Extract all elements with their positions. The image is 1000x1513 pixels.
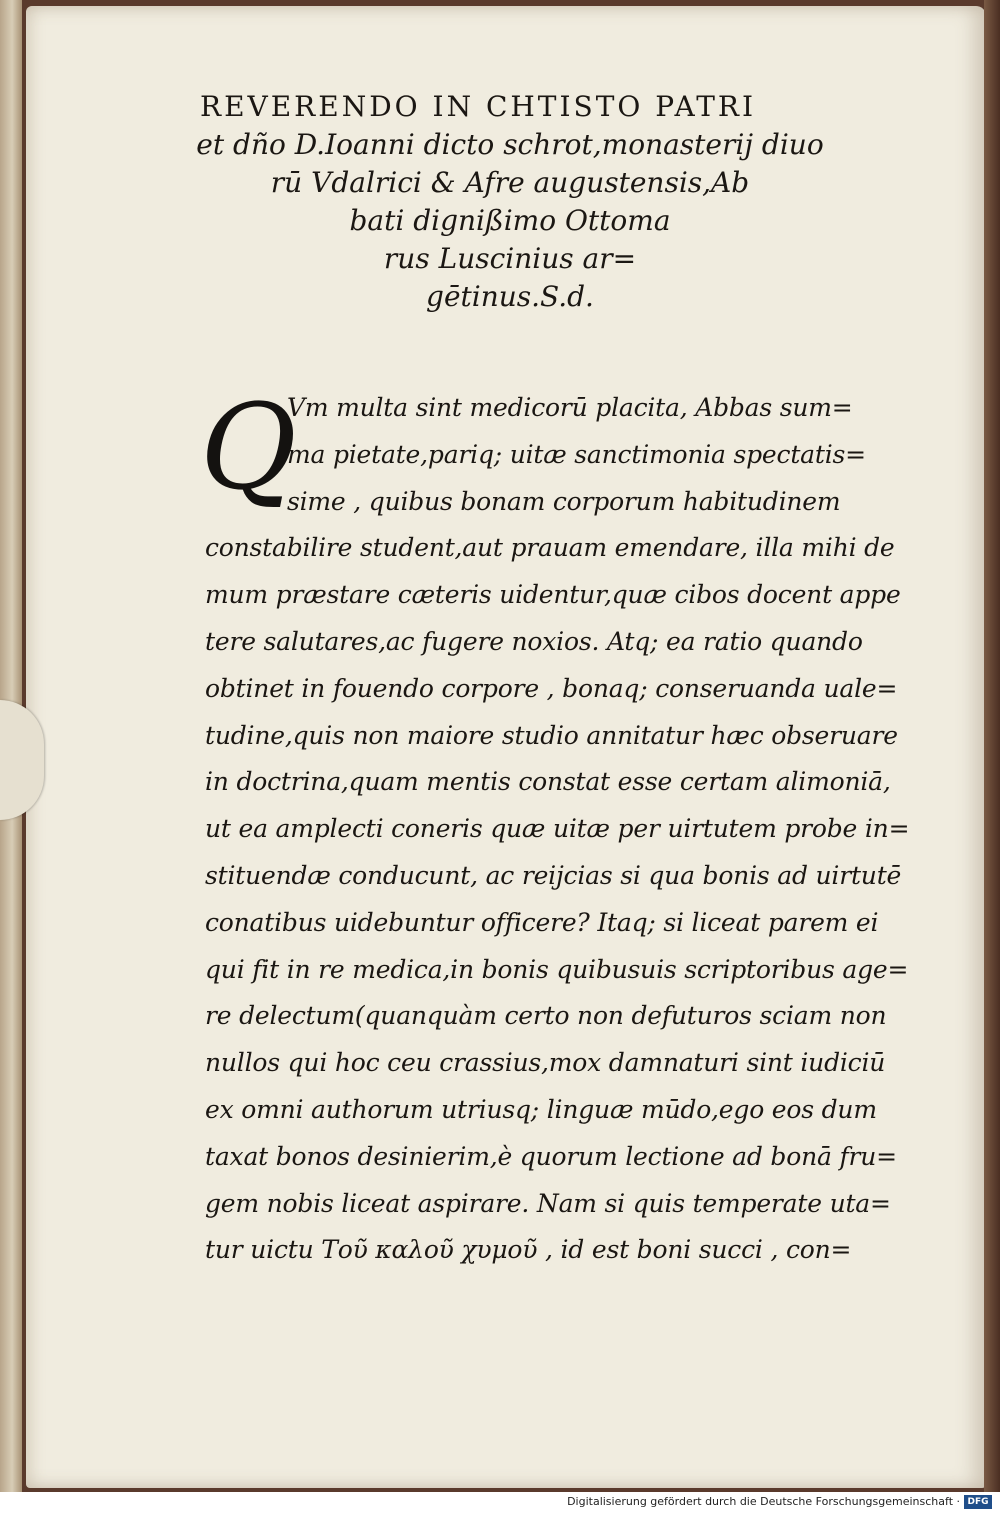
text-line: conatibus uidebuntur officere? Itaq; si liceat parem ei [205, 907, 879, 937]
page-edge [984, 0, 1000, 1492]
heading-line: gētinus.S.d. [426, 280, 594, 313]
text-line: tudine,quis non maiore studio annitatur hæc obseruare [205, 720, 898, 750]
funding-notice: Digitalisierung gefördert durch die Deutsche Forschungsgemeinschaft · [567, 1495, 960, 1508]
drop-cap-initial: Q [200, 378, 297, 516]
text-line: mum præstare cæteris uidentur,quæ cibos docent appe [205, 580, 901, 610]
text-line: stituendæ conducunt, ac reijcias si qua bonis ad uirtutē [205, 860, 902, 890]
text-line: constabilire student,aut prauam emendare, illa mihi de [205, 533, 895, 563]
text-line: tur uictu Τοῦ καλοῦ χυμοῦ , id est boni succi , con= [205, 1235, 852, 1265]
text-line: Vm multa sint medicorū placita, Abbas sum= [287, 393, 853, 422]
text-line: sime , quibus bonam corporum habitudinem [287, 486, 841, 516]
heading-line: bati dignißimo Ottoma [349, 204, 671, 237]
heading-line: rus Luscinius ar= [383, 242, 637, 275]
heading-line: REVERENDO IN CHTISTO PATRI [200, 90, 757, 123]
text-line: qui fit in re medica,in bonis quibusuis scriptoribus age= [205, 954, 909, 984]
body-text [205, 385, 910, 1274]
text-line: obtinet in fouendo corpore , bonaq; conseruanda uale= [205, 673, 898, 703]
text-line: nullos qui hoc ceu crassius,mox damnaturi sint iudiciū [205, 1048, 886, 1078]
dfg-logo: DFG [964, 1495, 992, 1509]
digitization-footer [0, 1492, 1000, 1513]
text-line: gem nobis liceat aspirare. Nam si quis temperate uta= [205, 1188, 891, 1218]
text-line: in doctrina,quam mentis constat esse certam alimoniā, [205, 767, 891, 797]
text-line: re delectum(quanquàm certo non defuturos sciam non [205, 1001, 887, 1031]
text-line: tere salutares,ac fugere noxios. Atq; ea ratio quando [205, 626, 863, 656]
text-line: ma pietate,pariq; uitæ sanctimonia spectatis= [287, 439, 866, 469]
text-line: ut ea amplecti coneris quæ uitæ per uirtutem probe in= [205, 814, 910, 844]
dedication-heading [120, 88, 900, 316]
heading-line: et dño D.Ioanni dicto schrot,monasterij diuo [196, 128, 824, 161]
text-line: ex omni authorum utriusq; linguæ mūdo,ego eos dum [205, 1094, 877, 1124]
text-line: taxat bonos desinierim,è quorum lectione ad bonā fru= [205, 1141, 897, 1171]
heading-line: rū Vdalrici & Afre augustensis,Ab [270, 166, 750, 199]
